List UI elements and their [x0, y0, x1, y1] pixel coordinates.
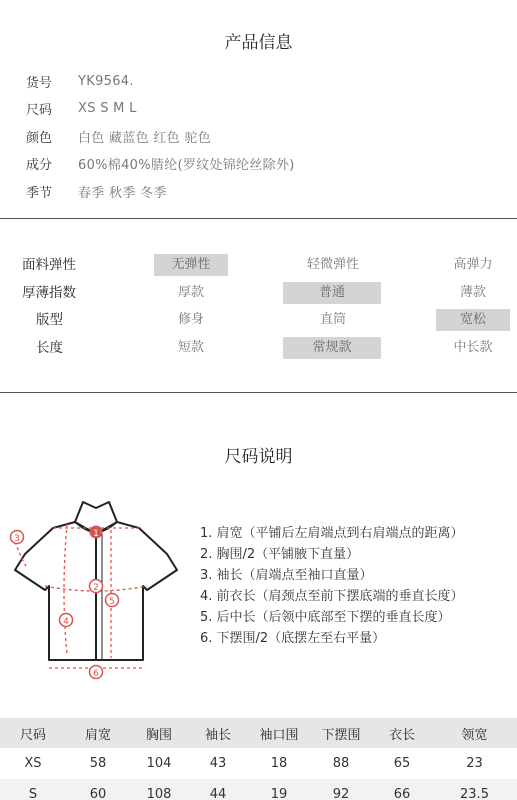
marker-label: 1 — [93, 529, 99, 539]
table-header-row — [0, 718, 517, 748]
info-row-composition — [26, 153, 295, 173]
table-cell: 108 — [130, 779, 188, 800]
attr-row-fit — [0, 309, 517, 331]
attr-row-length — [0, 337, 517, 359]
table-header-cell: 袖口围 — [248, 718, 310, 748]
marker-3 — [11, 531, 24, 545]
table-header-cell: 袖长 — [188, 718, 248, 748]
info-label: 成分 — [26, 157, 53, 173]
size-table — [0, 718, 517, 800]
table-cell: 66 — [372, 779, 432, 800]
info-label: 货号 — [26, 75, 53, 91]
divider — [0, 218, 517, 219]
info-value: XS S M L — [78, 100, 137, 116]
info-row-season — [26, 181, 167, 201]
marker-label: 6 — [93, 669, 99, 679]
attr-option: 厚款 — [177, 285, 204, 300]
info-row-color — [26, 126, 211, 146]
desc-sleeve: 3. 袖长（肩端点至袖口直量） — [200, 568, 373, 583]
attr-row-thickness — [0, 282, 517, 304]
attr-label: 厚薄指数 — [22, 285, 76, 301]
attr-label: 长度 — [36, 340, 63, 356]
table-header-cell: 领宽 — [432, 718, 517, 748]
desc-shoulder: 1. 肩宽（平铺后左肩端点到右肩端点的距离） — [200, 526, 464, 541]
table-header-cell: 衣长 — [372, 718, 432, 748]
attr-option: 无弹性 — [154, 254, 228, 276]
attr-option: 修身 — [177, 312, 204, 327]
marker-label: 4 — [63, 617, 69, 627]
marker-label: 5 — [109, 597, 115, 607]
shirt-diagram — [5, 494, 190, 684]
info-row-size — [26, 98, 137, 118]
info-value: 白色 藏蓝色 红色 驼色 — [78, 130, 211, 146]
product-info-title: 产品信息 — [224, 33, 293, 53]
info-row-item-no — [26, 71, 134, 91]
info-value: YK9564. — [78, 73, 134, 89]
marker-6 — [90, 666, 103, 680]
info-label: 尺码 — [26, 102, 53, 118]
attr-option: 直筒 — [319, 312, 346, 327]
attr-option: 轻微弹性 — [306, 257, 359, 272]
attr-label: 版型 — [36, 312, 63, 328]
marker-label: 3 — [14, 534, 20, 544]
marker-1 — [90, 526, 103, 540]
info-label: 颜色 — [26, 130, 53, 146]
attr-option: 短款 — [177, 340, 204, 355]
table-row — [0, 748, 517, 779]
table-cell: 65 — [393, 756, 411, 771]
attr-option: 薄款 — [459, 285, 486, 300]
desc-chest: 2. 胸围/2（平铺腋下直量） — [200, 547, 360, 562]
table-cell: 44 — [188, 779, 248, 800]
table-header-cell: 胸围 — [130, 718, 188, 748]
info-label: 季节 — [26, 185, 53, 201]
table-cell: 43 — [209, 756, 227, 771]
info-value: 春季 秋季 冬季 — [78, 185, 167, 201]
attr-option: 常规款 — [283, 337, 381, 359]
info-value: 60%棉40%腈纶(罗纹处锦纶丝除外) — [78, 157, 295, 173]
desc-hem: 6. 下摆围/2（底摆左至右平量） — [200, 631, 386, 646]
table-cell: 19 — [248, 779, 310, 800]
table-header-cell: 尺码 — [0, 718, 66, 748]
attr-row-elasticity — [0, 254, 517, 276]
table-cell: 88 — [332, 756, 350, 771]
table-cell: 104 — [146, 756, 172, 771]
marker-4 — [60, 614, 73, 628]
attr-option: 普通 — [283, 282, 381, 304]
table-cell: 92 — [310, 779, 372, 800]
attr-option: 高弹力 — [453, 257, 493, 272]
table-cell: 60 — [66, 779, 130, 800]
table-cell: 58 — [89, 756, 107, 771]
table-cell: 23 — [466, 756, 483, 771]
desc-front-length: 4. 前衣长（肩颈点至前下摆底端的垂直长度） — [200, 589, 464, 604]
marker-label: 2 — [93, 583, 99, 593]
table-cell: 18 — [270, 756, 288, 771]
table-cell: 23.5 — [432, 779, 517, 800]
marker-5 — [106, 594, 119, 608]
divider — [0, 392, 517, 393]
table-cell: S — [0, 779, 66, 800]
attr-option: 中长款 — [453, 340, 493, 355]
attr-option: 宽松 — [436, 309, 510, 331]
desc-back-length: 5. 后中长（后领中底部至下摆的垂直长度） — [200, 610, 451, 625]
table-cell: XS — [24, 756, 42, 771]
table-header-cell: 肩宽 — [66, 718, 130, 748]
size-guide-title: 尺码说明 — [224, 447, 293, 467]
table-row — [0, 779, 517, 800]
attr-label: 面料弹性 — [22, 257, 76, 273]
marker-2 — [90, 580, 103, 594]
table-header-cell: 下摆围 — [310, 718, 372, 748]
